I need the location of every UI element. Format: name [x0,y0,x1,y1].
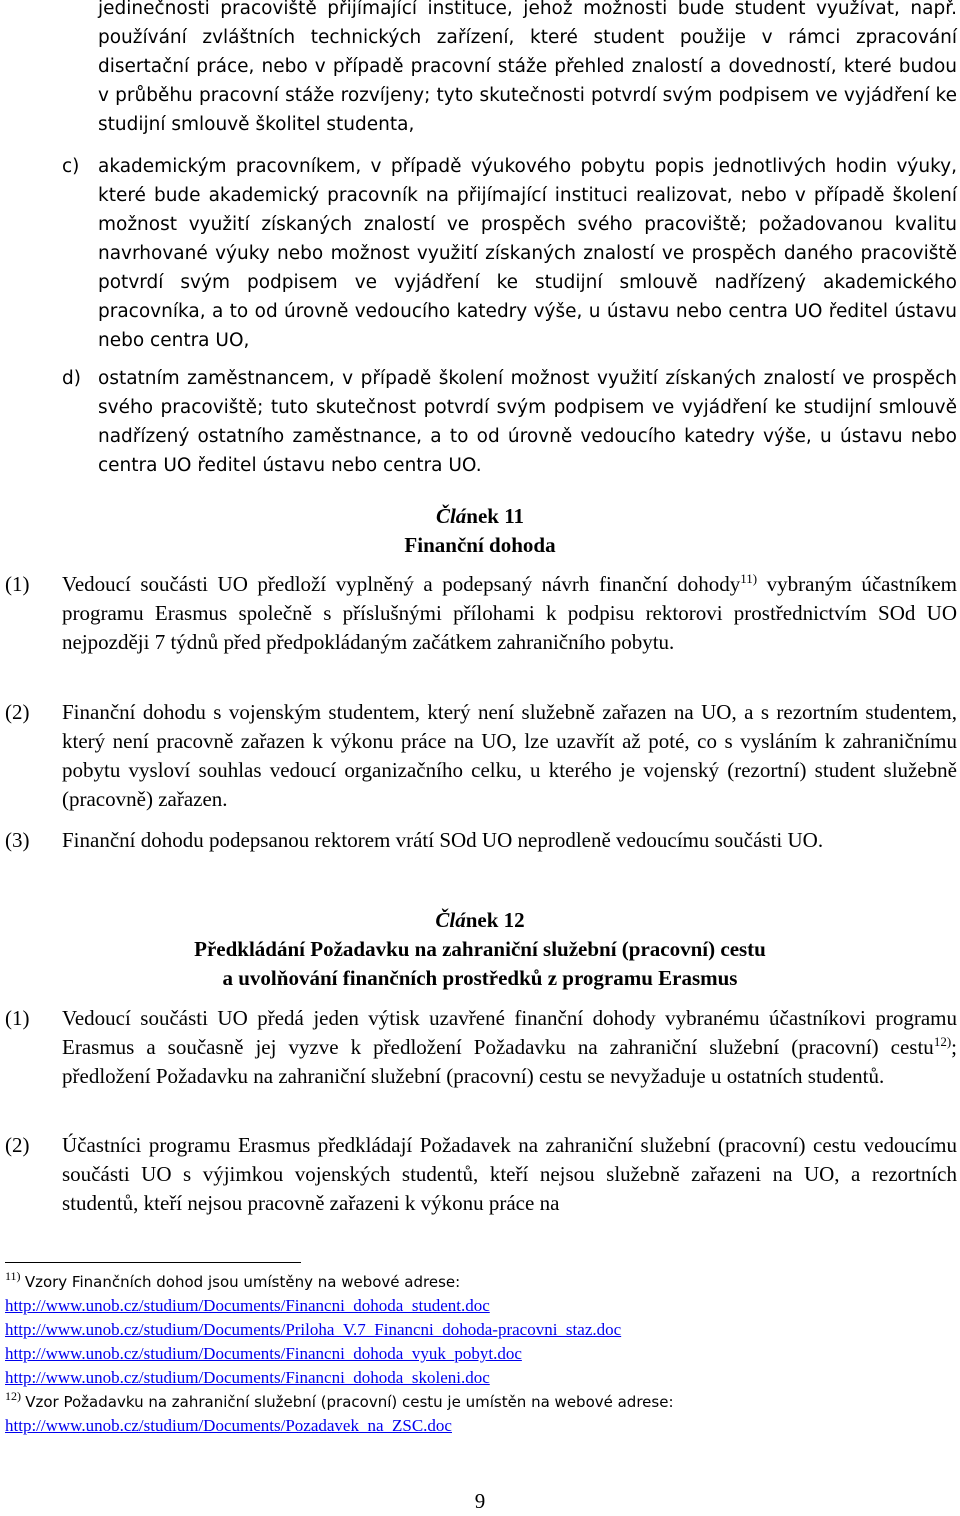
footnote-link[interactable]: http://www.unob.cz/studium/Documents/Priloha_V.7_Financni_dohoda-pracovni_staz.doc [5,1320,622,1339]
paragraph-text: Účastníci programu Erasmus předkládají Požadavek na zahraniční služební (pracovní) cestu vedoucímu součásti UO s výjimkou vojenských studentů, kteří nejsou služebně zařazeni na UO, a rezortních studentů, kteří nejsou pracovně zařazeni k výkonu práce na [62,1133,957,1215]
footnote-text: Vzor Požadavku na zahraniční služební (pracovní) cestu je umístěn na webové adrese: [25,1393,674,1411]
list-item-text: akademickým pracovníkem, v případě výukového pobytu popis jednotlivých hodin výuky, které bude akademický pracovník na přijímající instituci realizovat, nebo v případě školení možnost využití získaných znalostí ve prospěch svého pracoviště; požadovanou kvalitu navrhované výuky nebo možnost využití získaných znalostí ve prospěch daného pracoviště potvrdí svým podpisem ve vyjádření ke studijní smlouvě nadřízený akademického pracovníka, a to od úrovně vedoucího katedry výše, u ústavu nebo centra UO ředitel ústavu nebo centra UO, [98,156,957,351]
paragraph-number: (2) [5,1133,30,1157]
list-item-label: c) [62,156,80,177]
article-heading-number: nek 11 [466,504,525,528]
footnote-text: Vzory Finančních dohod jsou umístěny na webové adrese: [24,1273,461,1291]
footnote-separator [5,1262,301,1263]
footnote-11 [5,1270,957,1294]
paragraph-number: (2) [5,700,30,724]
footnote-link[interactable]: http://www.unob.cz/studium/Documents/Financni_dohoda_vyuk_pobyt.doc [5,1344,522,1363]
footnote-ref-12[interactable]: 12) [933,1034,952,1049]
article-12-paragraph-1 [5,1004,957,1091]
paragraph-number: (3) [5,828,30,852]
footnotes [5,1270,957,1438]
paragraph-number: (1) [5,1006,30,1030]
intro-text: jedinečnosti pracoviště přijímající instituce, jehož možnosti bude student využívat, např. používání zvláštních technických zařízení, které student použije v rámci zpracování disertační práce, nebo v případě pracovní stáže přehled znalostí a dovedností, které budou v průběhu pracovní stáže rozvíjeny; tyto skutečnosti potvrdí svým podpisem ve vyjádření ke studijní smlouvě školitel studenta, [98,0,957,135]
footnote-link[interactable]: http://www.unob.cz/studium/Documents/Financni_dohoda_student.doc [5,1296,490,1315]
article-11-paragraph-2 [5,698,957,814]
article-12-paragraph-2 [5,1131,957,1218]
article-11-paragraph-3 [5,826,957,855]
article-11-paragraph-1 [5,570,957,657]
footnote-ref-11[interactable]: 11) [740,571,758,586]
article-12-heading [0,906,960,935]
article-heading-number: nek 12 [465,908,525,932]
paragraph-text: Vedoucí součásti UO předá jeden výtisk uzavřené finanční dohody vybranému účastníkovi programu Erasmus a současně jej vyzve k předložení Požadavku na zahraniční služební (pracovní) cestu$^{12)}$; předložení Požadavku na zahraniční služební (pracovní) cestu se nevyžaduje u ostatních studentů. [62,1006,957,1088]
article-12-title-line-2: a uvolňování finančních prostředků z programu Erasmus [222,966,738,990]
list-item-d [62,364,957,480]
footnote-marker: 12) [5,1389,21,1403]
footnote-link[interactable]: http://www.unob.cz/studium/Documents/Financni_dohoda_skoleni.doc [5,1368,490,1387]
article-11-title: Finanční dohoda [404,533,556,557]
paragraph-text: Finanční dohodu s vojenským studentem, který není služebně zařazen na UO, a s rezortním studentem, který není pracovně zařazen k výkonu práce na UO, lze uzavřít až poté, co s vysláním k zahraničnímu pobytu vysloví souhlas vedoucí organizačního celku, u kterého je vojenský (rezortní) student služebně (pracovně) zařazen. [62,700,957,811]
paragraph-text: Vedoucí součásti UO předloží vyplněný a podepsaný návrh finanční dohody$^{11)}$ vybraným účastníkem programu Erasmus společně s příslušnými přílohami k podpisu rektorovi prostřednictvím SOd UO nejpozději 7 týdnů před předpokládaným začátkem zahraničního pobytu. [62,571,957,654]
footnote-marker: 11) [5,1269,21,1283]
paragraph-text: Finanční dohodu podepsanou rektorem vrátí SOd UO neprodleně vedoucímu součásti UO. [62,828,824,852]
footnote-12 [5,1390,957,1414]
article-12-title-line-1: Předkládání Požadavku na zahraniční služební (pracovní) cestu [194,937,766,961]
list-item-text: ostatním zaměstnancem, v případě školení možnost využití získaných znalostí ve prospěch svého pracoviště; tuto skutečnost potvrdí svým podpisem ve vyjádření ke studijní smlouvě nadřízený ostatního zaměstnance, a to od úrovně vedoucího katedry výše, u ústavu nebo centra UO ředitel ústavu nebo centra UO. [98,368,957,476]
intro-paragraph [98,0,957,139]
article-heading-lead: Člá [435,504,467,528]
paragraph-number: (1) [5,572,30,596]
list-item-c [62,152,957,355]
article-11-heading [0,502,960,531]
list-item-label: d) [62,368,81,389]
page-number: 9 [474,1489,486,1513]
article-heading-lead: Člá [435,908,466,932]
footnote-link[interactable]: http://www.unob.cz/studium/Documents/Pozadavek_na_ZSC.doc [5,1416,452,1435]
